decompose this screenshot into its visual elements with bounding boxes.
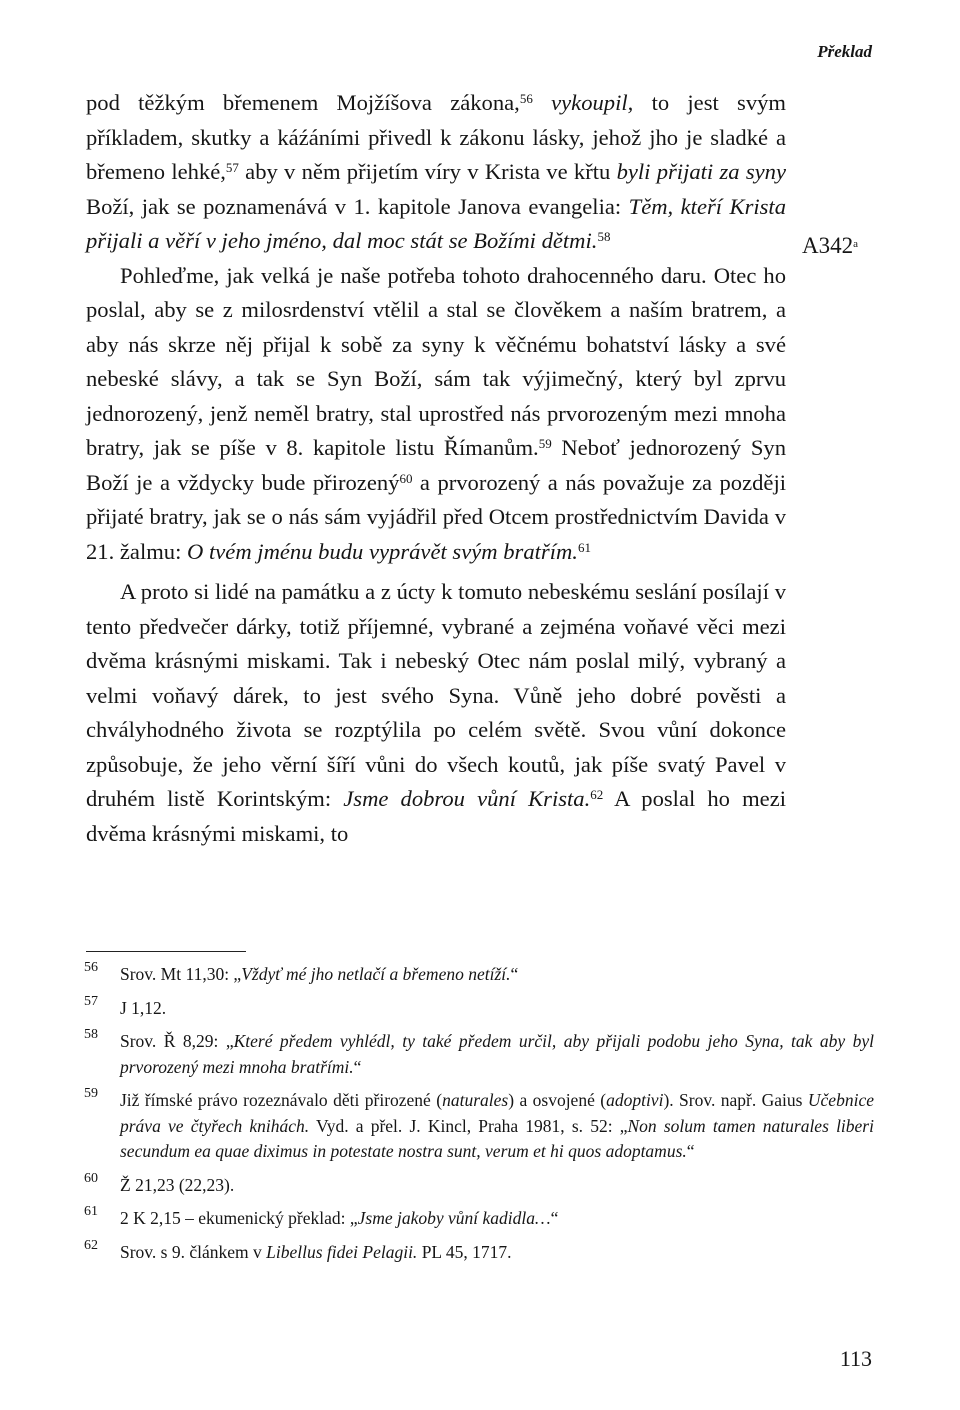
footnote-ref: 58 (597, 228, 611, 244)
footnote-62 (84, 1237, 874, 1266)
text-run: Srov. Mt 11,30: „ (120, 964, 242, 984)
text-run: aby v něm přijetím víry v Krista ve křtu (238, 159, 617, 184)
footnote-ref: 59 (538, 435, 552, 451)
footnote-number: 60 (84, 1170, 98, 1186)
italic-run: Které předem vyhlédl, ty také předem určil, aby přijali podobu jeho Syna, tak aby byl prvorozený mezi mnoha bratřími. (120, 1031, 874, 1077)
text-run: to jest svým příkladem, skutky a káźáními přivedl k zákonu lásky, jehož jho je sladké a břemeno lehké, (86, 90, 787, 184)
italic-run: vykoupil, (551, 90, 634, 115)
paragraph-3 (86, 575, 786, 851)
text-run: 2 K 2,15 – ekumenický překlad: „ (120, 1208, 358, 1228)
text-run: A proto si lidé na památku a z úcty k tomuto nebeskému seslání posílají v tento předvečer dárky, totiž příjemné, vybrané a zejména voňavé věci mezi dvěma krásnými miskami. Tak i nebeský Otec nám poslal milý, vybraný a velmi voňavý dárek, to jest svého Syna. Vůně jeho dobré pověsti a chvályhodného života se rozptýlila po celém světě. Svou vůní dokonce způsobuje, že jeho věrní šíří vůni do všech koutů, jak píše svatý Pavel v druhém listě Korintským: (86, 579, 786, 811)
text-run: A poslal ho mezi dvěma krásnými miskami, to (86, 786, 786, 846)
text-run: Boží, jak se poznamenává v 1. kapitole Janova evangelia: (86, 193, 629, 219)
footnote-59 (84, 1088, 874, 1165)
text-run: Ž 21,23 (22,23). (120, 1174, 235, 1195)
footnote-61 (84, 1206, 874, 1232)
footnote-number: 59 (84, 1086, 98, 1101)
footnote-separator (86, 951, 246, 952)
text-run: Již římské právo rozeznávalo děti přirozené ( (120, 1090, 443, 1110)
italic-run: Vždyť mé jho netlačí a břemeno netíží. (241, 964, 511, 984)
footnotes (84, 962, 874, 1273)
footnote-ref: 56 (519, 90, 533, 106)
text-run: pod těžkým břemenem Mojžíšova zákona, (86, 90, 520, 115)
paragraph-2 (86, 259, 786, 570)
italic-run: O tvém jménu budu vyprávět svým bratřím. (187, 538, 578, 564)
italic-run: byli přijati za syny (616, 159, 786, 184)
text-run: “ (686, 1141, 695, 1161)
text-run: “ (353, 1056, 362, 1077)
main-text (86, 86, 786, 851)
italic-run: Libellus fidei Pelagii. (266, 1241, 418, 1262)
footnote-57 (84, 993, 874, 1022)
text-run: PL 45, 1717. (417, 1241, 512, 1262)
running-header: Překlad (817, 42, 872, 61)
italic-run: adoptivi (606, 1090, 664, 1110)
footnote-number: 62 (84, 1237, 98, 1253)
marginal-ref-label: A342 (802, 233, 854, 258)
page-number: 113 (839, 1346, 872, 1371)
footnote-58 (84, 1029, 874, 1080)
marginal-reference (802, 233, 858, 259)
footnote-ref: 57 (225, 159, 239, 175)
text-run: ). Srov. např. Gaius (663, 1090, 808, 1110)
footnote-ref: 62 (590, 786, 604, 802)
footnote-ref: 61 (577, 539, 591, 555)
text-run: Vyd. a přel. J. Kincl, Praha 1981, s. 52: „ (309, 1115, 628, 1136)
text-run: J 1,12. (120, 997, 167, 1018)
text-run: Pohleďme, jak velká je naše potřeba tohoto drahocenného daru. Otec ho poslal, aby se z milosrdenství vtělil a stal se člověkem a naším bratrem, a aby nás skrze něj přijal k sobě za syny k věčnému bohatství lásky a své nebeské slávy, a tak se Syn Boží, sám tak výjimečný, který byl zprvu jednorozený, jenž neměl bratry, stal uprostřed nás prvorozeným mezi mnoha bratry, jak se píše v 8. kapitole listu Římanům. (86, 262, 786, 460)
italic-run: Jsme jakoby vůní kadidla… (357, 1208, 551, 1228)
text-run: “ (550, 1208, 559, 1228)
text-run: Srov. s 9. článkem v (120, 1241, 267, 1262)
text-run: “ (510, 964, 519, 984)
text-run (533, 90, 551, 115)
text-run: a prvorozený a nás považuje za později přijaté bratry, jak se o nás sám vyjádřil před Otcem prostřednictvím Davida v 21. žalmu: (86, 469, 786, 564)
paragraph-1 (86, 86, 786, 259)
text-run: ) a osvojené ( (508, 1090, 607, 1110)
footnote-number: 58 (84, 1027, 98, 1042)
italic-run: naturales (442, 1090, 509, 1110)
footnote-number: 56 (84, 960, 98, 975)
italic-run: Těm, kteří Krista přijali a věří v jeho jméno, dal moc stát se Božími dětmi. (86, 193, 787, 253)
italic-run: Učebnice práva ve čtyřech knihách. (120, 1090, 874, 1136)
footnote-60 (84, 1170, 874, 1199)
footnote-56 (84, 962, 874, 988)
footnote-ref: 60 (399, 470, 413, 486)
text-run: Neboť jednorozený Syn Boží je a vždycky bude přirozený (86, 435, 786, 495)
footnote-number: 61 (84, 1204, 98, 1219)
italic-run: Non solum tamen naturales liberi secundum ea quae diximus in potestate nostra sunt, verum et hi quos adoptamus. (120, 1115, 874, 1161)
italic-run: Jsme dobrou vůní Krista. (343, 786, 591, 811)
text-run: Srov. Ř 8,29: „ (120, 1031, 234, 1051)
footnote-number: 57 (84, 993, 98, 1009)
marginal-ref-sup: a (853, 237, 859, 250)
